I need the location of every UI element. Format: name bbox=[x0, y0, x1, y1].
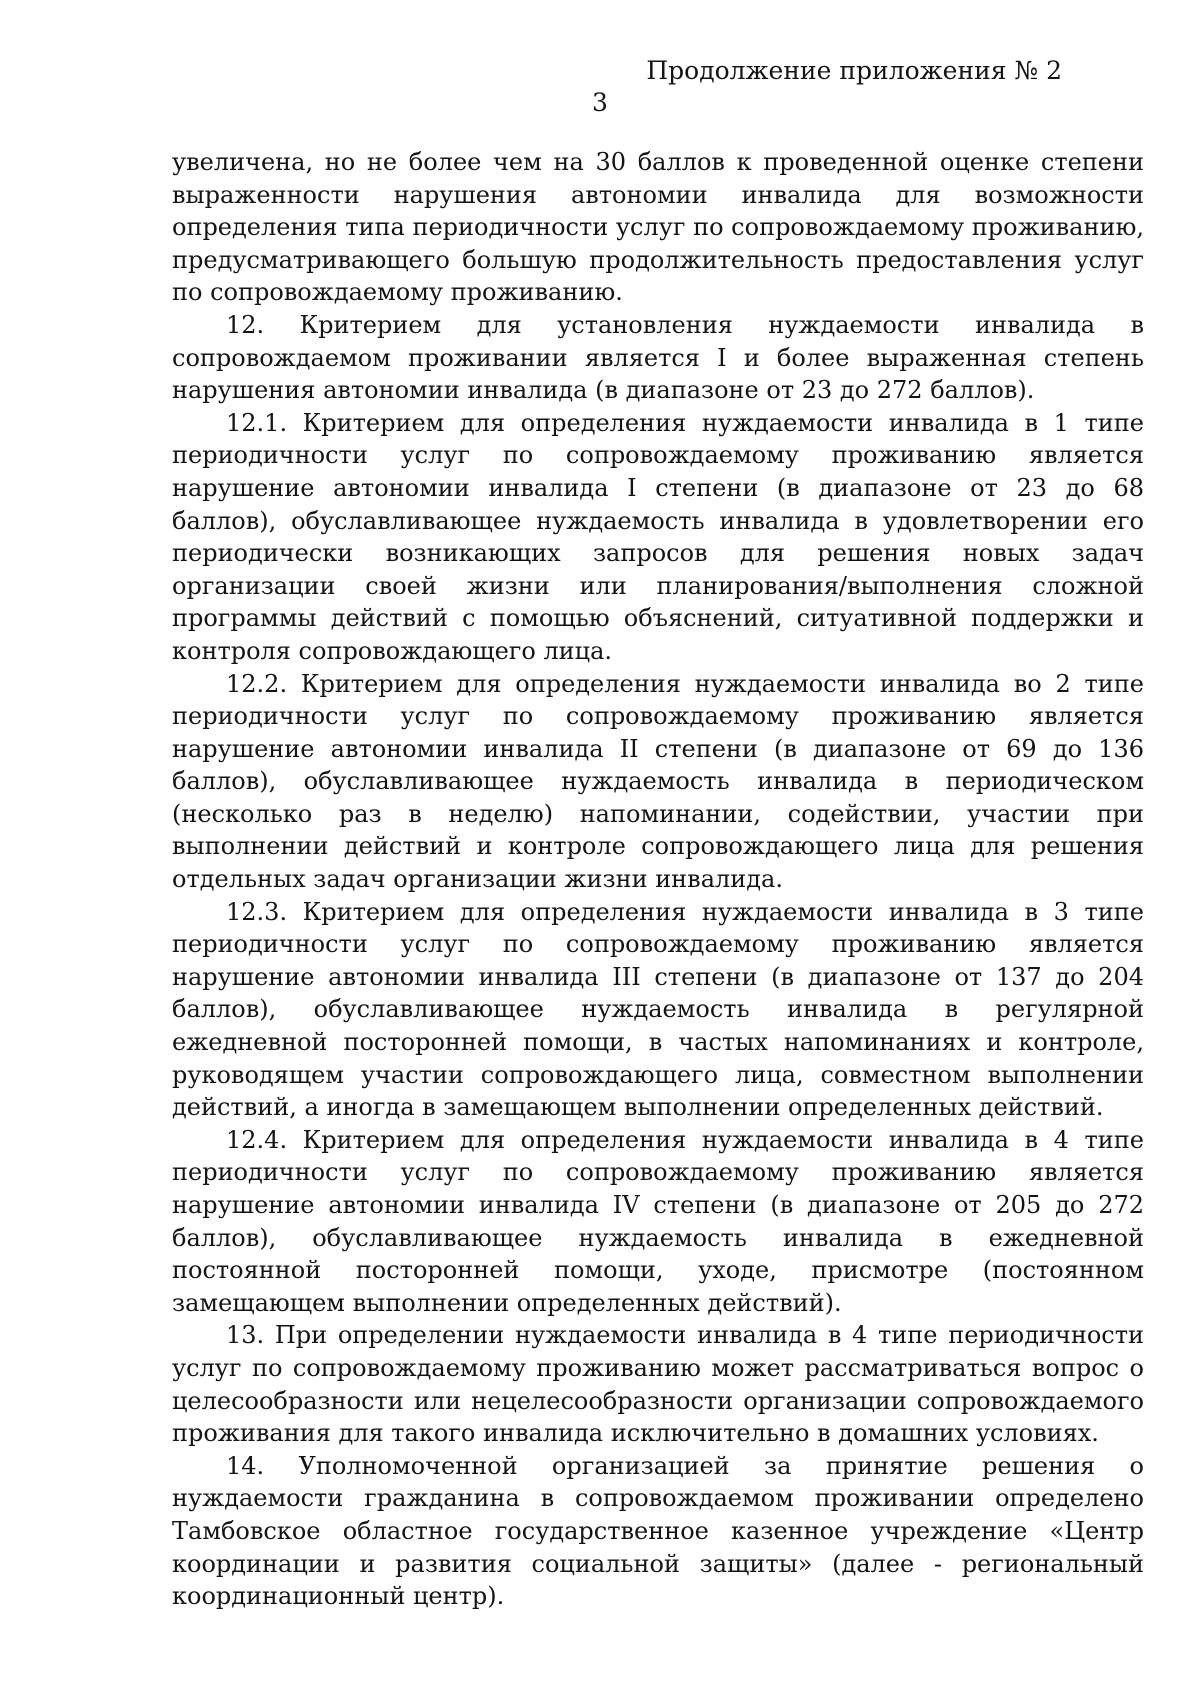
paragraph-12: 12. Критерием для установления нуждаемости инвалида в сопровождаемом проживании является I и более выраженная степень нарушения автономии инвалида (в диапазоне от 23 до 272 баллов). bbox=[172, 310, 1144, 405]
paragraph-12-1: 12.1. Критерием для определения нуждаемости инвалида в 1 типе периодичности услуг по сопровождаемому проживанию является нарушение автономии инвалида I степени (в диапазоне от 23 до 68 баллов), обуславливающее нуждаемость инвалида в удовлетворении его периодически возникающих запросов для решения новых задач организации своей жизни или планирования/выполнения сложной программы действий с помощью объяснений, ситуативной поддержки и контроля сопровождающего лица. bbox=[172, 408, 1144, 665]
paragraph-continuation: увеличена, но не более чем на 30 баллов к проведенной оценке степени выраженности нарушения автономии инвалида для возможности определения типа периодичности услуг по сопровождаемому проживанию, предусматривающего большую продолжительность предоставления услуг по сопровождаемому проживанию. bbox=[172, 148, 1144, 307]
paragraph-14: 14. Уполномоченной организацией за принятие решения о нуждаемости гражданина в сопровождаемом проживании определено Тамбовское областное государственное казенное учреждение «Центр координации и развития социальной защиты» (далее - региональный координационный центр). bbox=[172, 1451, 1144, 1611]
document-body bbox=[172, 146, 1144, 1613]
paragraph-12-2: 12.2. Критерием для определения нуждаемости инвалида во 2 типе периодичности услуг по сопровождаемому проживанию является нарушение автономии инвалида II степени (в диапазоне от 69 до 136 баллов), обуславливающее нуждаемость инвалида в периодическом (несколько раз в неделю) напоминании, содействии, участии при выполнении действий и контроле сопровождающего лица для решения отдельных задач организации жизни инвалида. bbox=[172, 669, 1144, 894]
appendix-continuation-note: Продолжение приложения № 2 bbox=[646, 56, 1062, 85]
paragraph-13: 13. При определении нуждаемости инвалида в 4 типе периодичности услуг по сопровождаемому проживанию может рассматриваться вопрос о целесообразности или нецелесообразности организации сопровождаемого проживания для такого инвалида исключительно в домашних условиях. bbox=[172, 1321, 1144, 1448]
page-number: 3 bbox=[592, 88, 608, 117]
paragraph-12-4: 12.4. Критерием для определения нуждаемости инвалида в 4 типе периодичности услуг по сопровождаемому проживанию является нарушение автономии инвалида IV степени (в диапазоне от 205 до 272 баллов), обуславливающее нуждаемость инвалида в ежедневной постоянной посторонней помощи, уходе, присмотре (постоянном замещающем выполнении определенных действий). bbox=[172, 1125, 1144, 1317]
paragraph-12-3: 12.3. Критерием для определения нуждаемости инвалида в 3 типе периодичности услуг по сопровождаемому проживанию является нарушение автономии инвалида III степени (в диапазоне от 137 до 204 баллов), обуславливающее нуждаемость инвалида в регулярной ежедневной посторонней помощи, в частых напоминаниях и контроле, руководящем участии сопровождающего лица, совместном выполнении действий, а иногда в замещающем выполнении определенных действий. bbox=[172, 897, 1144, 1122]
